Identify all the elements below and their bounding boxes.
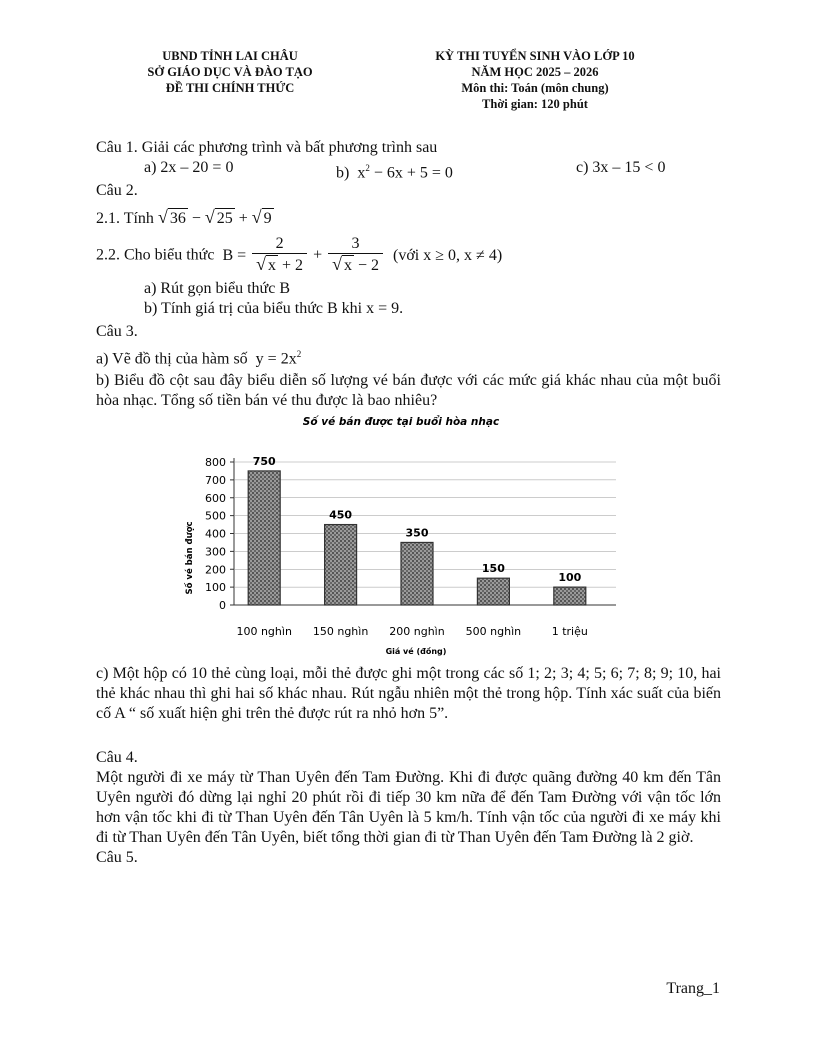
y-tick-label: 200 [205, 563, 226, 577]
bar [248, 471, 280, 605]
bar [325, 525, 357, 605]
q2-2b: b) Tính giá trị của biểu thức B khi x = 9. [144, 300, 404, 317]
bar [554, 587, 586, 605]
exam-name: KỲ THI TUYỂN SINH VÀO LỚP 10 [435, 49, 635, 63]
header-left [120, 48, 340, 96]
bar-value-label: 350 [405, 526, 429, 540]
q5-title: Câu 5. [96, 849, 138, 866]
bar-value-label: 450 [329, 508, 353, 522]
bar-value-label: 750 [252, 454, 276, 468]
question-3 [96, 322, 721, 411]
duration: Thời gian: 120 phút [482, 97, 588, 111]
q3-a: a) Vẽ đồ thị của hàm số $y = 2x^2$ [96, 349, 302, 368]
bar [477, 578, 509, 605]
province-name: UBND TỈNH LAI CHÂU [162, 49, 298, 63]
fraction-1: $\frac{2}{√ x + 2}$ [252, 235, 307, 276]
x-tick-label: 500 nghìn [465, 625, 522, 638]
q1-parts [96, 158, 721, 182]
q1-a: a) 2x – 20 = 0 [144, 159, 234, 176]
y-tick-label: 600 [205, 491, 226, 505]
question-4 [96, 748, 721, 868]
exam-status: ĐỀ THI CHÍNH THỨC [165, 81, 295, 95]
y-tick-label: 800 [205, 456, 226, 469]
bar [401, 542, 433, 605]
chart-title: Số vé bán được tại buổi hòa nhạc [302, 416, 500, 428]
q3-c: c) Một hộp có 10 thẻ cùng loại, mỗi thẻ được ghi một trong các số 1; 2; 3; 4; 5; 6; 7; 8; 9; 10, hai thẻ khác nhau thì ghi hai số khác nhau. Rút ngẫu nhiên một thẻ trong hộp. Tính xác suất của biến cố A “ số xuất hiện ghi trên thẻ được rút ra nhỏ hơn 5”. [96, 665, 721, 722]
question-1 [96, 138, 721, 182]
subject: Môn thi: Toán (môn chung) [461, 81, 609, 95]
y-tick-label: 500 [205, 509, 226, 523]
y-axis-ticks [205, 456, 234, 612]
q1-title: Câu 1. Giải các phương trình và bất phương trình sau [96, 139, 438, 156]
x-axis-ticks [236, 625, 587, 638]
bar-value-label: 150 [481, 562, 505, 576]
q2-2a: a) Rút gọn biểu thức B [144, 280, 290, 297]
q1-b: b) $x^2 - 6x + 5 = 0$ [336, 163, 453, 182]
q1-c: c) 3x – 15 < 0 [576, 159, 666, 176]
y-tick-label: 700 [205, 473, 226, 487]
y-tick-label: 0 [219, 599, 226, 612]
x-axis-label: Giá vé (đồng) [385, 647, 447, 656]
fraction-2: $\frac{3}{√ x - 2}$ [328, 235, 383, 276]
y-axis-label: Số vé bán được [185, 521, 195, 595]
y-tick-label: 100 [205, 581, 226, 595]
department-name: SỞ GIÁO DỤC VÀ ĐÀO TẠO [147, 65, 313, 79]
bar-value-label: 100 [558, 571, 582, 585]
q3-b: b) Biểu đồ cột sau đây biểu diễn số lượng vé bán được với các mức giá khác nhau của một buổi hòa nhạc. Tổng số tiền bán vé thu được là bao nhiêu? [96, 372, 721, 410]
x-tick-label: 1 triệu [551, 625, 588, 638]
q4-title: Câu 4. [96, 749, 138, 766]
ticket-sales-chart [176, 412, 626, 660]
x-tick-label: 150 nghìn [312, 625, 369, 638]
chart-bars [248, 455, 586, 605]
school-year: NĂM HỌC 2025 – 2026 [471, 65, 599, 79]
q3-title: Câu 3. [96, 323, 138, 340]
q2-2: 2.2. Cho biểu thức B = $\frac{2}{√ x + 2}$ + $\frac{3}{√ x - 2}$ (với x ≥ 0, x ≠ 4) [96, 235, 503, 274]
q4-text: Một người đi xe máy từ Than Uyên đến Tam Đường. Khi đi được quãng đường 40 km đến Tân Uyên người đó dừng lại nghỉ 20 phút rồi đi tiếp 30 km nữa để đến Tam Đường với vận tốc lớn hơn vận tốc khi đi từ Than Uyên đến Tân Uyên là 5 km/h. Tính vận tốc của người đi xe máy khi đi từ Than Uyên đến Tân Uyên, biết tổng thời gian đi từ Than Uyên đến Tam Đường là 2 giờ. [96, 769, 721, 846]
question-2 [96, 181, 721, 319]
q2-1: 2.1. Tính √ 36 − √ 25 + √ 9 [96, 207, 272, 227]
y-tick-label: 300 [205, 545, 226, 559]
page-number: Trang_1 [666, 980, 720, 997]
y-tick-label: 400 [205, 527, 226, 541]
header-right [405, 48, 665, 112]
x-tick-label: 100 nghìn [236, 625, 292, 638]
x-tick-label: 200 nghìn [389, 625, 445, 638]
q2-title: Câu 2. [96, 182, 138, 199]
